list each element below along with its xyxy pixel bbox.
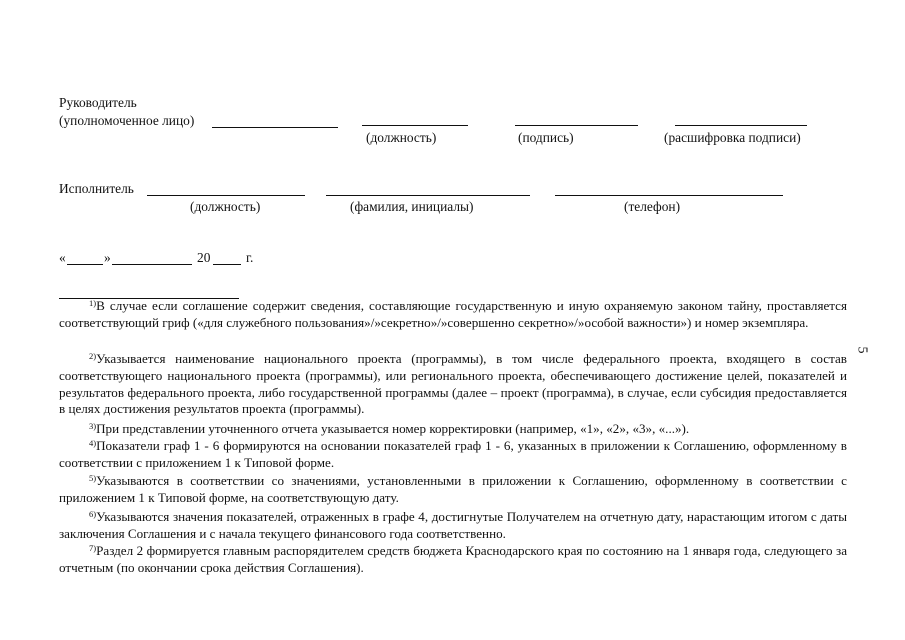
executor-label: Исполнитель xyxy=(59,181,134,196)
head-label-line2: (уполномоченное лицо) xyxy=(59,113,195,128)
footnote-3-number: 3) xyxy=(89,421,97,431)
footnote-6-number: 6) xyxy=(89,509,97,519)
executor-name-caption: (фамилия, инициалы) xyxy=(350,199,474,214)
footnote-1-number: 1) xyxy=(89,298,97,308)
footnote-2 xyxy=(59,351,847,418)
date-close-quote: » xyxy=(104,250,111,265)
head-signature-caption: (подпись) xyxy=(518,130,574,145)
executor-phone-caption: (телефон) xyxy=(624,199,681,214)
date-year-prefix: 20 xyxy=(197,250,211,265)
head-signature-line xyxy=(515,125,638,126)
date-year-line xyxy=(213,264,241,265)
footnote-2-text: Указывается наименование национального проекта (программы), в том числе федерального проекта, входящего в состав соответствующего национального проекта (программы), или регионального проекта, обеспечивающего достижение целей, показателей и результатов федерального проекта, либо государственной программы (далее – проект (программа), в случае, если субсидия предоставляется в целях достижения результатов проекта (программы). xyxy=(59,351,847,417)
head-decoding-line xyxy=(675,125,807,126)
footnote-1-text: В случае если соглашение содержит сведения, составляющие государственную и иную охраняемую законом тайну, проставляется соответствующий гриф («для служебного пользования»/»секретно»/»совершенно секретно»/»особой важности») и номер экземпляра. xyxy=(59,298,847,330)
footnote-6 xyxy=(59,509,847,543)
date-year-suffix: г. xyxy=(246,250,254,265)
date-open-quote: « xyxy=(59,250,66,265)
footnote-7-number: 7) xyxy=(89,543,97,553)
footnote-5-number: 5) xyxy=(89,473,97,483)
head-position-caption: (должность) xyxy=(366,130,437,145)
footnote-6-text: Указываются значения показателей, отраженных в графе 4, достигнутые Получателем на отчетную дату, нарастающим итогом с даты заключения Соглашения и с начала текущего финансового года соответственно. xyxy=(59,509,847,541)
page-number: 5 xyxy=(854,346,870,354)
footnote-7-text: Раздел 2 формируется главным распорядителем средств бюджета Краснодарского края по состоянию на 1 января года, следующего за отчетным (по окончании срока действия Соглашения). xyxy=(59,543,847,575)
executor-position-caption: (должность) xyxy=(190,199,261,214)
footnote-3-text: При представлении уточненного отчета указывается номер корректировки (например, «1», «2», «3», «...»). xyxy=(96,421,690,436)
footnote-1 xyxy=(59,298,847,332)
head-name-line xyxy=(212,127,338,128)
executor-position-line xyxy=(147,195,305,196)
footnote-5 xyxy=(59,473,847,507)
footnote-2-number: 2) xyxy=(89,351,97,361)
date-month-line xyxy=(112,264,192,265)
footnote-3 xyxy=(59,421,847,438)
executor-phone-line xyxy=(555,195,783,196)
footnote-7 xyxy=(59,543,847,577)
footnote-4-text: Показатели граф 1 - 6 формируются на основании показателей граф 1 - 6, указанных в приложении к Соглашению, оформленному в соответствии с приложением 1 к Типовой форме. xyxy=(59,438,847,470)
footnote-5-text: Указываются в соответствии со значениями, установленными в приложении к Соглашению, оформленному в соответствии с приложением 1 к Типовой форме, на соответствующую дату. xyxy=(59,473,847,505)
footnote-4-number: 4) xyxy=(89,438,97,448)
head-position-line xyxy=(362,125,468,126)
footnote-4 xyxy=(59,438,847,472)
head-decoding-caption: (расшифровка подписи) xyxy=(664,130,801,145)
date-day-line xyxy=(67,264,103,265)
executor-name-line xyxy=(326,195,530,196)
head-label-line1: Руководитель xyxy=(59,95,137,110)
